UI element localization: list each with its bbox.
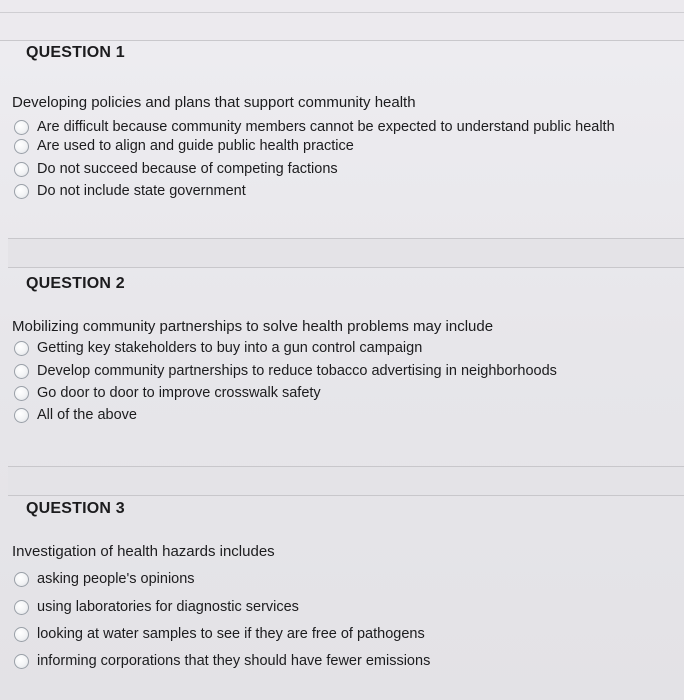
radio-button[interactable] bbox=[14, 341, 29, 356]
option-label: informing corporations that they should have fewer emissions bbox=[37, 653, 431, 669]
radio-button[interactable] bbox=[14, 120, 29, 135]
option-label: using laboratories for diagnostic services bbox=[37, 599, 299, 615]
q3-option-1[interactable] bbox=[14, 568, 195, 590]
radio-button[interactable] bbox=[14, 162, 29, 177]
option-label: Are used to align and guide public health practice bbox=[37, 138, 354, 154]
q2-option-3[interactable] bbox=[14, 382, 321, 404]
q1-option-3[interactable] bbox=[14, 158, 338, 180]
question-3-title: QUESTION 3 bbox=[26, 500, 125, 517]
q1-option-2[interactable] bbox=[14, 135, 354, 157]
option-label: Go door to door to improve crosswalk safety bbox=[37, 385, 321, 401]
radio-button[interactable] bbox=[14, 386, 29, 401]
radio-button[interactable] bbox=[14, 600, 29, 615]
q1-option-4[interactable] bbox=[14, 180, 246, 202]
section-divider bbox=[8, 466, 684, 496]
question-1-prompt: Developing policies and plans that support community health bbox=[12, 94, 416, 111]
option-label: Do not include state government bbox=[37, 183, 246, 199]
radio-button[interactable] bbox=[14, 408, 29, 423]
option-label: All of the above bbox=[37, 407, 137, 423]
question-2-prompt: Mobilizing community partnerships to solve health problems may include bbox=[12, 318, 494, 335]
q2-option-2[interactable] bbox=[14, 360, 557, 382]
q3-option-3[interactable] bbox=[14, 623, 425, 645]
radio-button[interactable] bbox=[14, 364, 29, 379]
section-divider bbox=[8, 238, 684, 268]
radio-button[interactable] bbox=[14, 572, 29, 587]
option-label: asking people's opinions bbox=[37, 571, 195, 587]
radio-button[interactable] bbox=[14, 184, 29, 199]
top-divider bbox=[0, 0, 684, 41]
radio-button[interactable] bbox=[14, 627, 29, 642]
q2-option-4[interactable] bbox=[14, 404, 137, 426]
option-label: Getting key stakeholders to buy into a gun control campaign bbox=[37, 340, 423, 356]
q3-option-2[interactable] bbox=[14, 596, 299, 618]
option-label: Are difficult because community members cannot be expected to understand public health bbox=[37, 119, 615, 135]
question-1-title: QUESTION 1 bbox=[26, 44, 125, 61]
option-label: Develop community partnerships to reduce tobacco advertising in neighborhoods bbox=[37, 363, 557, 379]
q3-option-4[interactable] bbox=[14, 650, 430, 672]
question-2-title: QUESTION 2 bbox=[26, 275, 125, 292]
q2-option-1[interactable] bbox=[14, 337, 422, 359]
option-label: looking at water samples to see if they are free of pathogens bbox=[37, 626, 425, 642]
radio-button[interactable] bbox=[14, 139, 29, 154]
radio-button[interactable] bbox=[14, 654, 29, 669]
option-label: Do not succeed because of competing factions bbox=[37, 161, 338, 177]
question-3-prompt: Investigation of health hazards includes bbox=[12, 543, 275, 560]
